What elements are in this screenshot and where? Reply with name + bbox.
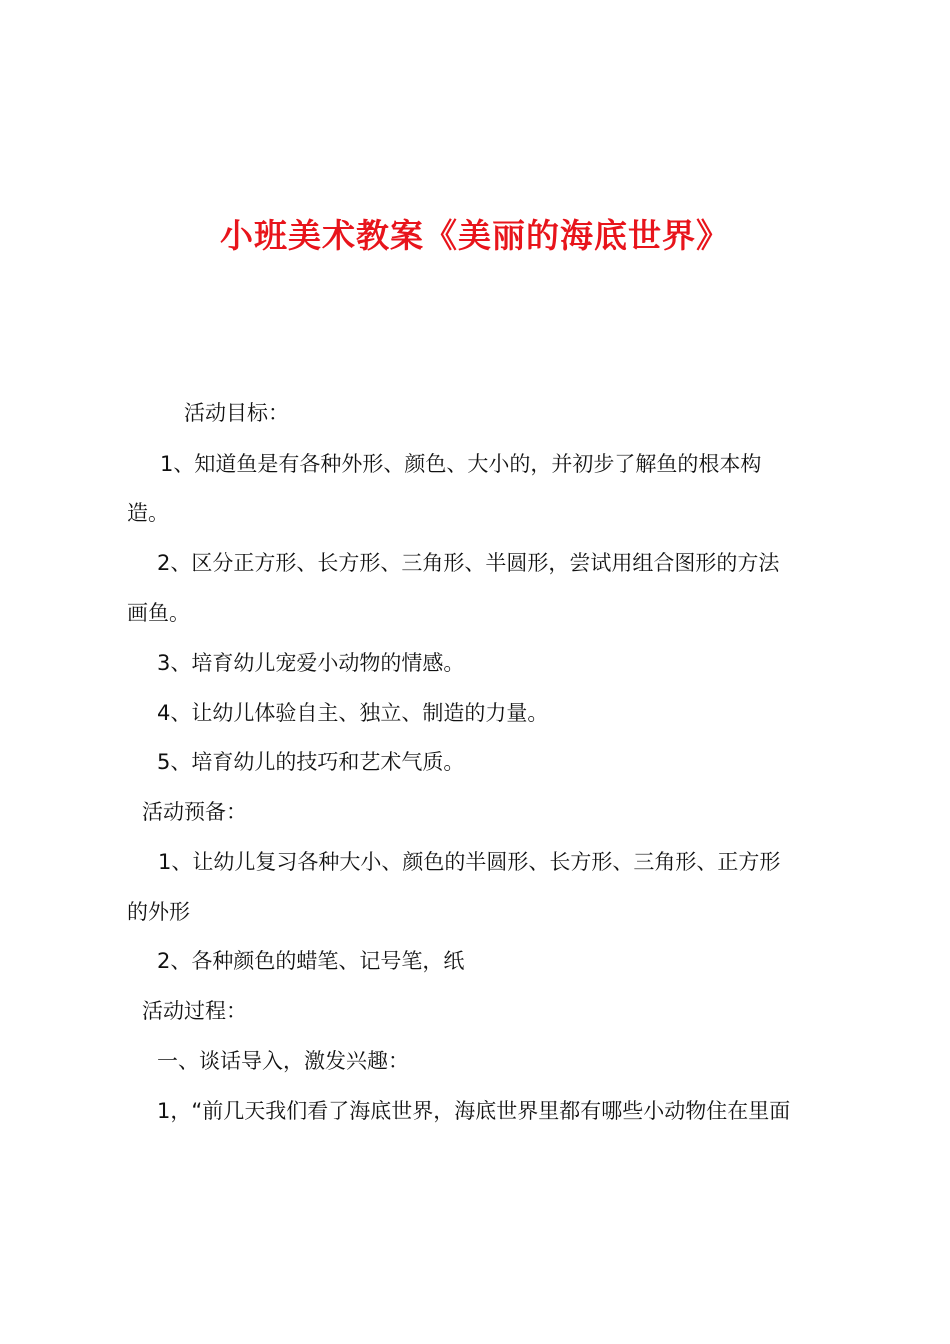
document-title: 小班美术教案《美丽的海底世界》 xyxy=(220,216,730,255)
section-heading-goals: 活动目标： xyxy=(184,401,289,425)
section-heading-preparation: 活动预备： xyxy=(142,800,247,824)
paragraph-line: 画鱼。 xyxy=(127,601,190,625)
paragraph-line: 1、知道鱼是有各种外形、颜色、大小的，并初步了解鱼的根本构 xyxy=(160,452,762,476)
paragraph-line: 3、培育幼儿宠爱小动物的情感。 xyxy=(157,651,465,675)
paragraph-line: 1、让幼儿复习各种大小、颜色的半圆形、长方形、三角形、正方形 xyxy=(158,850,781,874)
paragraph-line: 的外形 xyxy=(127,900,190,924)
paragraph-line: 5、培育幼儿的技巧和艺术气质。 xyxy=(157,750,465,774)
paragraph-line: 造。 xyxy=(127,501,169,525)
paragraph-line: 一、谈话导入，激发兴趣： xyxy=(157,1049,409,1073)
paragraph-line: 2、区分正方形、长方形、三角形、半圆形，尝试用组合图形的方法 xyxy=(157,551,780,575)
paragraph-line: 2、各种颜色的蜡笔、记号笔，纸 xyxy=(157,949,465,973)
paragraph-line: 4、让幼儿体验自主、独立、制造的力量。 xyxy=(157,701,549,725)
section-heading-process: 活动过程： xyxy=(142,999,247,1023)
paragraph-line: 1，“前几天我们看了海底世界，海底世界里都有哪些小动物住在里面 xyxy=(157,1099,791,1123)
